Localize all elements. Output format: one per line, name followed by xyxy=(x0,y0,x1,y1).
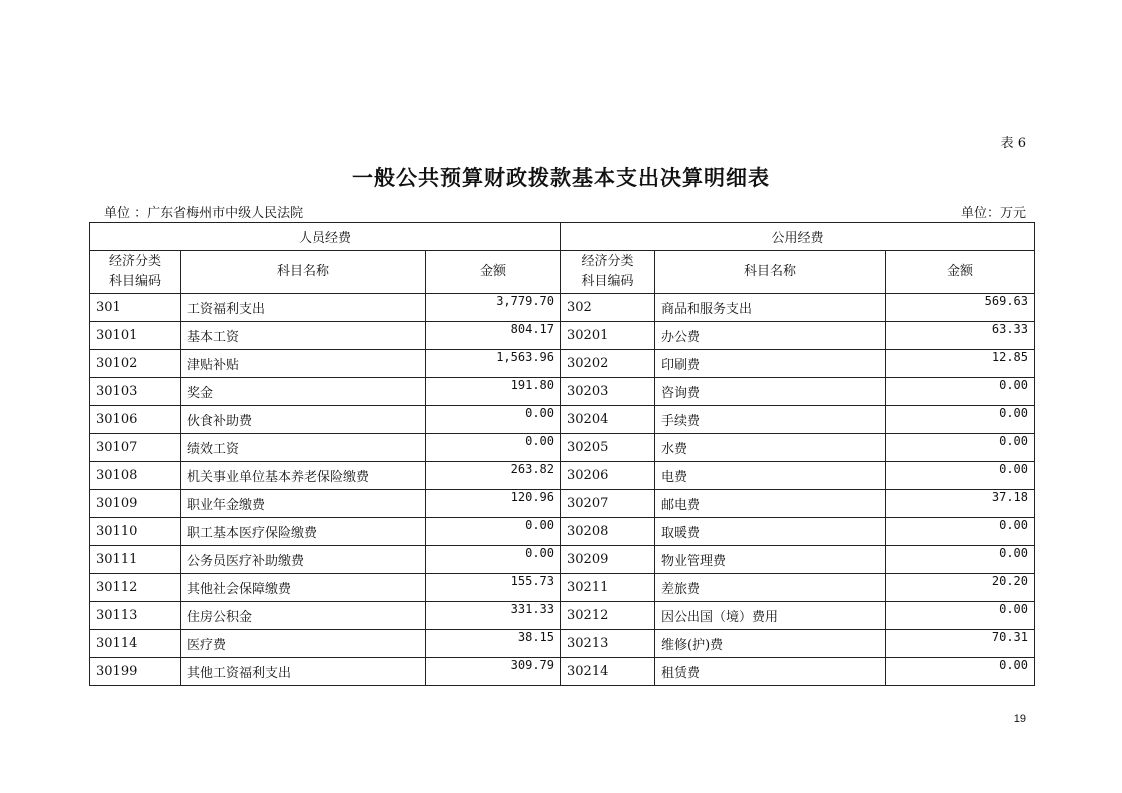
table-row xyxy=(90,574,1035,602)
right-amount-cell: 0.00 xyxy=(886,546,1035,574)
right-code-header xyxy=(561,251,655,294)
right-code-cell: 30205 xyxy=(561,434,655,462)
right-code-cell: 30207 xyxy=(561,490,655,518)
column-header-row xyxy=(90,251,1035,294)
right-code-cell: 30213 xyxy=(561,630,655,658)
left-amount-cell: 263.82 xyxy=(426,462,561,490)
right-code-cell: 30203 xyxy=(561,378,655,406)
left-code-cell: 301 xyxy=(90,294,181,322)
right-amount-cell: 0.00 xyxy=(886,378,1035,406)
left-name-cell: 基本工资 xyxy=(181,322,426,350)
right-amount-cell: 12.85 xyxy=(886,350,1035,378)
left-amount-cell: 331.33 xyxy=(426,602,561,630)
left-name-cell: 其他工资福利支出 xyxy=(181,658,426,686)
right-amount-cell: 0.00 xyxy=(886,406,1035,434)
right-amount-cell: 20.20 xyxy=(886,574,1035,602)
right-code-cell: 30209 xyxy=(561,546,655,574)
right-code-cell: 30206 xyxy=(561,462,655,490)
right-name-cell: 办公费 xyxy=(655,322,886,350)
table-row xyxy=(90,546,1035,574)
left-code-cell: 30112 xyxy=(90,574,181,602)
right-name-cell: 因公出国（境）费用 xyxy=(655,602,886,630)
code-header-line2: 科目编码 xyxy=(108,274,161,289)
table-row xyxy=(90,462,1035,490)
left-amount-cell: 0.00 xyxy=(426,518,561,546)
right-amount-header: 金额 xyxy=(886,251,1035,294)
left-amount-cell: 804.17 xyxy=(426,322,561,350)
left-name-cell: 医疗费 xyxy=(181,630,426,658)
right-name-cell: 取暖费 xyxy=(655,518,886,546)
left-amount-cell: 309.79 xyxy=(426,658,561,686)
table-number: 表 6 xyxy=(1000,136,1026,151)
left-code-cell: 30114 xyxy=(90,630,181,658)
table-row xyxy=(90,378,1035,406)
right-code-cell: 30201 xyxy=(561,322,655,350)
right-code-cell: 302 xyxy=(561,294,655,322)
left-code-cell: 30102 xyxy=(90,350,181,378)
right-amount-cell: 0.00 xyxy=(886,462,1035,490)
left-name-cell: 职工基本医疗保险缴费 xyxy=(181,518,426,546)
personnel-expense-header: 人员经费 xyxy=(90,223,561,251)
left-name-cell: 住房公积金 xyxy=(181,602,426,630)
table-row xyxy=(90,434,1035,462)
right-amount-cell: 0.00 xyxy=(886,658,1035,686)
left-code-cell: 30113 xyxy=(90,602,181,630)
page-number: 19 xyxy=(1013,713,1026,725)
table-row xyxy=(90,602,1035,630)
public-expense-header: 公用经费 xyxy=(561,223,1035,251)
right-code-cell: 30214 xyxy=(561,658,655,686)
right-name-cell: 租赁费 xyxy=(655,658,886,686)
table-row xyxy=(90,322,1035,350)
right-name-cell: 水费 xyxy=(655,434,886,462)
left-code-cell: 30111 xyxy=(90,546,181,574)
table-row xyxy=(90,490,1035,518)
right-name-cell: 手续费 xyxy=(655,406,886,434)
right-name-header: 科目名称 xyxy=(655,251,886,294)
right-amount-cell: 569.63 xyxy=(886,294,1035,322)
right-amount-cell: 0.00 xyxy=(886,602,1035,630)
left-amount-cell: 0.00 xyxy=(426,546,561,574)
right-code-cell: 30202 xyxy=(561,350,655,378)
table-row xyxy=(90,406,1035,434)
right-name-cell: 物业管理费 xyxy=(655,546,886,574)
table-row xyxy=(90,518,1035,546)
left-amount-cell: 38.15 xyxy=(426,630,561,658)
right-code-cell: 30204 xyxy=(561,406,655,434)
right-name-cell: 咨询费 xyxy=(655,378,886,406)
left-name-cell: 伙食补助费 xyxy=(181,406,426,434)
right-name-cell: 差旅费 xyxy=(655,574,886,602)
left-code-cell: 30199 xyxy=(90,658,181,686)
code-header-line2: 科目编码 xyxy=(581,274,634,289)
right-amount-cell: 63.33 xyxy=(886,322,1035,350)
right-code-cell: 30208 xyxy=(561,518,655,546)
page-title: 一般公共预算财政拨款基本支出决算明细表 xyxy=(352,166,770,190)
table-row xyxy=(90,350,1035,378)
left-name-cell: 其他社会保障缴费 xyxy=(181,574,426,602)
table-row xyxy=(90,658,1035,686)
left-amount-cell: 1,563.96 xyxy=(426,350,561,378)
left-amount-cell: 191.80 xyxy=(426,378,561,406)
left-name-cell: 绩效工资 xyxy=(181,434,426,462)
right-amount-cell: 70.31 xyxy=(886,630,1035,658)
expenditure-detail-table xyxy=(89,222,1035,686)
code-header-line1: 经济分类 xyxy=(108,254,161,269)
right-code-cell: 30211 xyxy=(561,574,655,602)
right-name-cell: 邮电费 xyxy=(655,490,886,518)
table-row xyxy=(90,294,1035,322)
right-amount-cell: 0.00 xyxy=(886,518,1035,546)
left-name-cell: 工资福利支出 xyxy=(181,294,426,322)
table-row xyxy=(90,630,1035,658)
left-amount-cell: 3,779.70 xyxy=(426,294,561,322)
left-name-cell: 机关事业单位基本养老保险缴费 xyxy=(181,462,426,490)
right-amount-cell: 37.18 xyxy=(886,490,1035,518)
right-name-cell: 印刷费 xyxy=(655,350,886,378)
left-name-cell: 公务员医疗补助缴费 xyxy=(181,546,426,574)
right-amount-cell: 0.00 xyxy=(886,434,1035,462)
left-code-cell: 30109 xyxy=(90,490,181,518)
left-code-cell: 30108 xyxy=(90,462,181,490)
code-header-line1: 经济分类 xyxy=(581,254,634,269)
currency-unit: 单位：万元 xyxy=(960,206,1026,221)
left-amount-cell: 155.73 xyxy=(426,574,561,602)
left-code-header xyxy=(90,251,181,294)
left-code-cell: 30110 xyxy=(90,518,181,546)
left-name-cell: 津贴补贴 xyxy=(181,350,426,378)
left-name-cell: 职业年金缴费 xyxy=(181,490,426,518)
left-code-cell: 30103 xyxy=(90,378,181,406)
left-name-header: 科目名称 xyxy=(181,251,426,294)
right-name-cell: 商品和服务支出 xyxy=(655,294,886,322)
reporting-unit: 单位 ：广东省梅州市中级人民法院 xyxy=(104,206,304,221)
left-amount-cell: 120.96 xyxy=(426,490,561,518)
left-name-cell: 奖金 xyxy=(181,378,426,406)
right-name-cell: 维修(护)费 xyxy=(655,630,886,658)
left-amount-cell: 0.00 xyxy=(426,406,561,434)
group-header-row xyxy=(90,223,1035,251)
right-name-cell: 电费 xyxy=(655,462,886,490)
left-amount-cell: 0.00 xyxy=(426,434,561,462)
left-amount-header: 金额 xyxy=(426,251,561,294)
left-code-cell: 30101 xyxy=(90,322,181,350)
right-code-cell: 30212 xyxy=(561,602,655,630)
left-code-cell: 30106 xyxy=(90,406,181,434)
left-code-cell: 30107 xyxy=(90,434,181,462)
